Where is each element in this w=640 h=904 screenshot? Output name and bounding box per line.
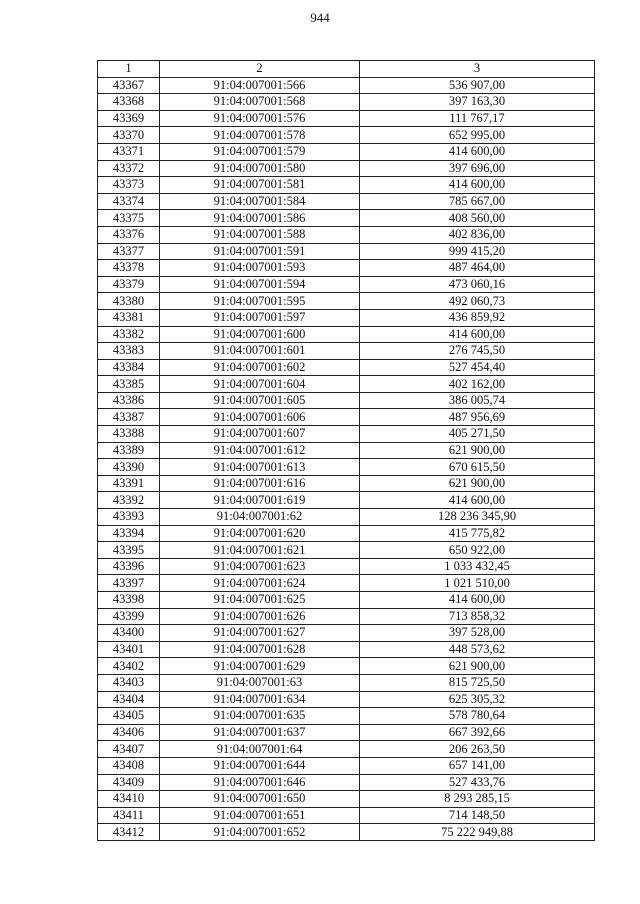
table-row <box>98 774 595 791</box>
row-number-cell: 43382 <box>98 326 160 343</box>
column-header-value: 3 <box>360 61 595 78</box>
cadastral-number-cell: 91:04:007001:64 <box>160 741 360 758</box>
table-row <box>98 77 595 94</box>
row-number-cell: 43387 <box>98 409 160 426</box>
table-row <box>98 459 595 476</box>
row-number-cell: 43395 <box>98 542 160 559</box>
cadastral-number-cell: 91:04:007001:604 <box>160 376 360 393</box>
row-number-cell: 43370 <box>98 127 160 144</box>
cadastral-value-table <box>97 60 595 841</box>
row-number-cell: 43390 <box>98 459 160 476</box>
cadastral-number-cell: 91:04:007001:635 <box>160 708 360 725</box>
row-number-cell: 43377 <box>98 243 160 260</box>
row-number-cell: 43402 <box>98 658 160 675</box>
table-row <box>98 807 595 824</box>
row-number-cell: 43367 <box>98 77 160 94</box>
row-number-cell: 43401 <box>98 641 160 658</box>
cadastral-value-cell: 405 271,50 <box>360 426 595 443</box>
row-number-cell: 43406 <box>98 724 160 741</box>
table-row <box>98 94 595 111</box>
cadastral-number-cell: 91:04:007001:621 <box>160 542 360 559</box>
table-row <box>98 210 595 227</box>
cadastral-value-cell: 621 900,00 <box>360 475 595 492</box>
table-row <box>98 226 595 243</box>
table-row <box>98 193 595 210</box>
cadastral-number-cell: 91:04:007001:625 <box>160 592 360 609</box>
row-number-cell: 43407 <box>98 741 160 758</box>
cadastral-number-cell: 91:04:007001:581 <box>160 177 360 194</box>
cadastral-value-cell: 487 464,00 <box>360 260 595 277</box>
row-number-cell: 43398 <box>98 592 160 609</box>
table-row <box>98 260 595 277</box>
table-row <box>98 409 595 426</box>
cadastral-number-cell: 91:04:007001:602 <box>160 359 360 376</box>
cadastral-value-cell: 527 454,40 <box>360 359 595 376</box>
cadastral-value-cell: 999 415,20 <box>360 243 595 260</box>
cadastral-value-cell: 621 900,00 <box>360 658 595 675</box>
table-body <box>98 77 595 840</box>
cadastral-value-cell: 414 600,00 <box>360 143 595 160</box>
cadastral-number-cell: 91:04:007001:600 <box>160 326 360 343</box>
cadastral-number-cell: 91:04:007001:628 <box>160 641 360 658</box>
cadastral-value-cell: 667 392,66 <box>360 724 595 741</box>
cadastral-number-cell: 91:04:007001:619 <box>160 492 360 509</box>
table-row <box>98 625 595 642</box>
table-row <box>98 741 595 758</box>
cadastral-value-cell: 625 305,32 <box>360 691 595 708</box>
cadastral-number-cell: 91:04:007001:650 <box>160 791 360 808</box>
cadastral-number-cell: 91:04:007001:616 <box>160 475 360 492</box>
table-row <box>98 592 595 609</box>
cadastral-value-cell: 487 956,69 <box>360 409 595 426</box>
cadastral-value-cell: 1 033 432,45 <box>360 558 595 575</box>
table-row <box>98 442 595 459</box>
row-number-cell: 43369 <box>98 110 160 127</box>
row-number-cell: 43368 <box>98 94 160 111</box>
table-row <box>98 160 595 177</box>
cadastral-value-cell: 714 148,50 <box>360 807 595 824</box>
cadastral-number-cell: 91:04:007001:578 <box>160 127 360 144</box>
cadastral-number-cell: 91:04:007001:593 <box>160 260 360 277</box>
cadastral-value-cell: 276 745,50 <box>360 343 595 360</box>
cadastral-value-cell: 785 667,00 <box>360 193 595 210</box>
cadastral-number-cell: 91:04:007001:576 <box>160 110 360 127</box>
cadastral-number-cell: 91:04:007001:584 <box>160 193 360 210</box>
table-row <box>98 608 595 625</box>
cadastral-value-cell: 621 900,00 <box>360 442 595 459</box>
cadastral-value-cell: 713 858,32 <box>360 608 595 625</box>
cadastral-value-cell: 527 433,76 <box>360 774 595 791</box>
cadastral-value-cell: 815 725,50 <box>360 674 595 691</box>
cadastral-value-cell: 652 995,00 <box>360 127 595 144</box>
cadastral-value-cell: 473 060,16 <box>360 276 595 293</box>
table-row <box>98 326 595 343</box>
cadastral-value-cell: 436 859,92 <box>360 309 595 326</box>
row-number-cell: 43404 <box>98 691 160 708</box>
cadastral-value-cell: 128 236 345,90 <box>360 509 595 526</box>
cadastral-number-cell: 91:04:007001:612 <box>160 442 360 459</box>
row-number-cell: 43394 <box>98 525 160 542</box>
row-number-cell: 43389 <box>98 442 160 459</box>
row-number-cell: 43372 <box>98 160 160 177</box>
cadastral-number-cell: 91:04:007001:63 <box>160 674 360 691</box>
cadastral-value-cell: 448 573,62 <box>360 641 595 658</box>
cadastral-number-cell: 91:04:007001:594 <box>160 276 360 293</box>
cadastral-number-cell: 91:04:007001:601 <box>160 343 360 360</box>
cadastral-value-cell: 1 021 510,00 <box>360 575 595 592</box>
cadastral-number-cell: 91:04:007001:652 <box>160 824 360 841</box>
table-row <box>98 475 595 492</box>
row-number-cell: 43405 <box>98 708 160 725</box>
cadastral-number-cell: 91:04:007001:597 <box>160 309 360 326</box>
column-header-number: 1 <box>98 61 160 78</box>
cadastral-value-cell: 386 005,74 <box>360 392 595 409</box>
cadastral-number-cell: 91:04:007001:607 <box>160 426 360 443</box>
row-number-cell: 43409 <box>98 774 160 791</box>
table-row <box>98 691 595 708</box>
cadastral-value-cell: 414 600,00 <box>360 492 595 509</box>
table-row <box>98 243 595 260</box>
table-row <box>98 525 595 542</box>
cadastral-number-cell: 91:04:007001:637 <box>160 724 360 741</box>
cadastral-value-cell: 414 600,00 <box>360 592 595 609</box>
cadastral-number-cell: 91:04:007001:595 <box>160 293 360 310</box>
row-number-cell: 43373 <box>98 177 160 194</box>
cadastral-value-cell: 75 222 949,88 <box>360 824 595 841</box>
row-number-cell: 43388 <box>98 426 160 443</box>
cadastral-value-cell: 414 600,00 <box>360 177 595 194</box>
row-number-cell: 43397 <box>98 575 160 592</box>
cadastral-number-cell: 91:04:007001:620 <box>160 525 360 542</box>
cadastral-number-cell: 91:04:007001:627 <box>160 625 360 642</box>
row-number-cell: 43380 <box>98 293 160 310</box>
table-row <box>98 359 595 376</box>
table-row <box>98 376 595 393</box>
cadastral-number-cell: 91:04:007001:644 <box>160 757 360 774</box>
column-header-cadastral-number: 2 <box>160 61 360 78</box>
table-row <box>98 509 595 526</box>
table-row <box>98 724 595 741</box>
table-row <box>98 110 595 127</box>
table-row <box>98 674 595 691</box>
table-row <box>98 542 595 559</box>
cadastral-number-cell: 91:04:007001:634 <box>160 691 360 708</box>
row-number-cell: 43378 <box>98 260 160 277</box>
cadastral-number-cell: 91:04:007001:62 <box>160 509 360 526</box>
cadastral-value-cell: 650 922,00 <box>360 542 595 559</box>
row-number-cell: 43374 <box>98 193 160 210</box>
cadastral-value-cell: 206 263,50 <box>360 741 595 758</box>
table-row <box>98 558 595 575</box>
cadastral-number-cell: 91:04:007001:580 <box>160 160 360 177</box>
row-number-cell: 43391 <box>98 475 160 492</box>
cadastral-number-cell: 91:04:007001:566 <box>160 77 360 94</box>
row-number-cell: 43396 <box>98 558 160 575</box>
table-header-row <box>98 61 595 78</box>
cadastral-number-cell: 91:04:007001:624 <box>160 575 360 592</box>
row-number-cell: 43412 <box>98 824 160 841</box>
cadastral-number-cell: 91:04:007001:606 <box>160 409 360 426</box>
cadastral-number-cell: 91:04:007001:586 <box>160 210 360 227</box>
row-number-cell: 43400 <box>98 625 160 642</box>
row-number-cell: 43379 <box>98 276 160 293</box>
table-row <box>98 641 595 658</box>
cadastral-number-cell: 91:04:007001:623 <box>160 558 360 575</box>
row-number-cell: 43384 <box>98 359 160 376</box>
cadastral-number-cell: 91:04:007001:588 <box>160 226 360 243</box>
cadastral-value-cell: 408 560,00 <box>360 210 595 227</box>
cadastral-value-cell: 397 696,00 <box>360 160 595 177</box>
row-number-cell: 43376 <box>98 226 160 243</box>
table-row <box>98 824 595 841</box>
cadastral-number-cell: 91:04:007001:579 <box>160 143 360 160</box>
row-number-cell: 43375 <box>98 210 160 227</box>
table-row <box>98 708 595 725</box>
table-row <box>98 276 595 293</box>
cadastral-value-cell: 111 767,17 <box>360 110 595 127</box>
cadastral-value-cell: 657 141,00 <box>360 757 595 774</box>
cadastral-value-cell: 670 615,50 <box>360 459 595 476</box>
table-row <box>98 757 595 774</box>
table-row <box>98 293 595 310</box>
table-row <box>98 143 595 160</box>
cadastral-value-cell: 8 293 285,15 <box>360 791 595 808</box>
cadastral-value-cell: 397 163,30 <box>360 94 595 111</box>
row-number-cell: 43410 <box>98 791 160 808</box>
row-number-cell: 43403 <box>98 674 160 691</box>
cadastral-number-cell: 91:04:007001:646 <box>160 774 360 791</box>
row-number-cell: 43386 <box>98 392 160 409</box>
row-number-cell: 43371 <box>98 143 160 160</box>
row-number-cell: 43393 <box>98 509 160 526</box>
row-number-cell: 43408 <box>98 757 160 774</box>
cadastral-number-cell: 91:04:007001:591 <box>160 243 360 260</box>
cadastral-number-cell: 91:04:007001:629 <box>160 658 360 675</box>
table-row <box>98 177 595 194</box>
table-row <box>98 492 595 509</box>
cadastral-number-cell: 91:04:007001:626 <box>160 608 360 625</box>
row-number-cell: 43383 <box>98 343 160 360</box>
row-number-cell: 43392 <box>98 492 160 509</box>
row-number-cell: 43385 <box>98 376 160 393</box>
cadastral-value-cell: 578 780,64 <box>360 708 595 725</box>
table-row <box>98 791 595 808</box>
cadastral-value-cell: 402 836,00 <box>360 226 595 243</box>
cadastral-value-cell: 415 775,82 <box>360 525 595 542</box>
table-row <box>98 343 595 360</box>
cadastral-value-cell: 414 600,00 <box>360 326 595 343</box>
row-number-cell: 43399 <box>98 608 160 625</box>
cadastral-value-cell: 536 907,00 <box>360 77 595 94</box>
table-row <box>98 127 595 144</box>
cadastral-value-cell: 397 528,00 <box>360 625 595 642</box>
row-number-cell: 43411 <box>98 807 160 824</box>
table-row <box>98 309 595 326</box>
page-number: 944 <box>310 10 330 25</box>
cadastral-number-cell: 91:04:007001:613 <box>160 459 360 476</box>
table-row <box>98 575 595 592</box>
cadastral-number-cell: 91:04:007001:605 <box>160 392 360 409</box>
table-row <box>98 658 595 675</box>
table-row <box>98 426 595 443</box>
table-row <box>98 392 595 409</box>
cadastral-value-cell: 402 162,00 <box>360 376 595 393</box>
cadastral-value-cell: 492 060,73 <box>360 293 595 310</box>
cadastral-number-cell: 91:04:007001:568 <box>160 94 360 111</box>
row-number-cell: 43381 <box>98 309 160 326</box>
cadastral-number-cell: 91:04:007001:651 <box>160 807 360 824</box>
